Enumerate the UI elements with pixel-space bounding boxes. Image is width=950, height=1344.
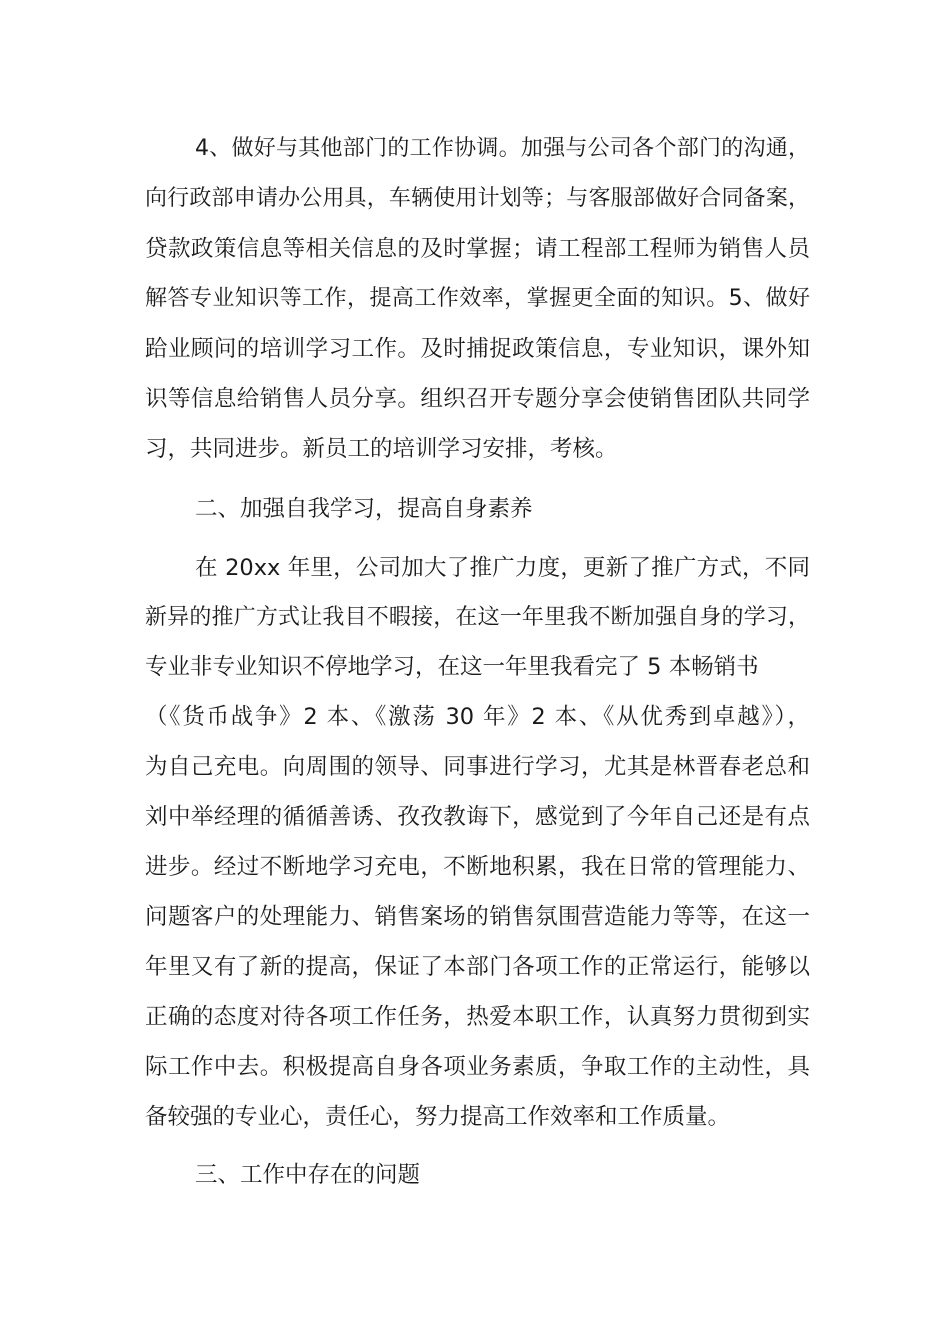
paragraph-2-line-5: 为自己充电。向周围的领导、同事进行学习，尤其是林晋春老总和 <box>145 754 810 780</box>
paragraph-2-line-6: 刘中举经理的循循善诱、孜孜教诲下，感觉到了今年自己还是有点 <box>145 804 810 830</box>
paragraph-1-line-2: 向行政部申请办公用具，车辆使用计划等；与客服部做好合同备案， <box>145 186 810 211</box>
paragraph-2-line-3: 专业非专业知识不停地学习，在这一年里我看完了 5 本畅销书 <box>145 654 759 680</box>
paragraph-1-line-4: 解答专业知识等工作，提高工作效率，掌握更全面的知识。5、做好 <box>145 286 810 311</box>
paragraph-2-line-8: 问题客户的处理能力、销售案场的销售氛围营造能力等等，在这一 <box>145 904 810 930</box>
paragraph-2-line-2: 新异的推广方式让我目不暇接，在这一年里我不断加强自身的学习， <box>145 605 810 630</box>
paragraph-1-line-6: 识等信息给销售人员分享。组织召开专题分享会使销售团队共同学 <box>145 386 810 412</box>
paragraph-2-line-10: 正确的态度对待各项工作任务，热爱本职工作，认真努力贯彻到实 <box>145 1004 810 1030</box>
paragraph-2-line-7: 进步。经过不断地学习充电，不断地积累，我在日常的管理能力、 <box>145 854 810 880</box>
paragraph-1-line-5: 跲业顾问的培训学习工作。及时捕捉政策信息，专业知识，课外知 <box>145 336 810 362</box>
paragraph-2-line-9: 年里又有了新的提高，保证了本部门各项工作的正常运行，能够以 <box>145 954 810 980</box>
paragraph-1-line-7: 习，共同进步。新员工的培训学习安排，考核。 <box>145 436 618 462</box>
section-heading-3: 三、工作中存在的问题 <box>195 1162 421 1188</box>
paragraph-2-line-12: 备较强的专业心，责任心，努力提高工作效率和工作质量。 <box>145 1104 731 1130</box>
paragraph-2-line-11: 际工作中去。积极提高自身各项业务素质，争取工作的主动性，具 <box>145 1054 810 1080</box>
paragraph-2-line-1: 在 20xx 年里，公司加大了推广力度，更新了推广方式，不同 <box>195 555 810 581</box>
paragraph-1-line-1: 4、做好与其他部门的工作协调。加强与公司各个部门的沟通， <box>195 136 810 161</box>
paragraph-2-line-4: （《货币战争》2 本、《激荡 30 年》2 本、《从优秀到卓越》）， <box>145 704 810 730</box>
paragraph-1-line-3: 贷款政策信息等相关信息的及时掌握；请工程部工程师为销售人员 <box>145 236 810 262</box>
section-heading-2: 二、加强自我学习，提高自身素养 <box>195 496 533 522</box>
